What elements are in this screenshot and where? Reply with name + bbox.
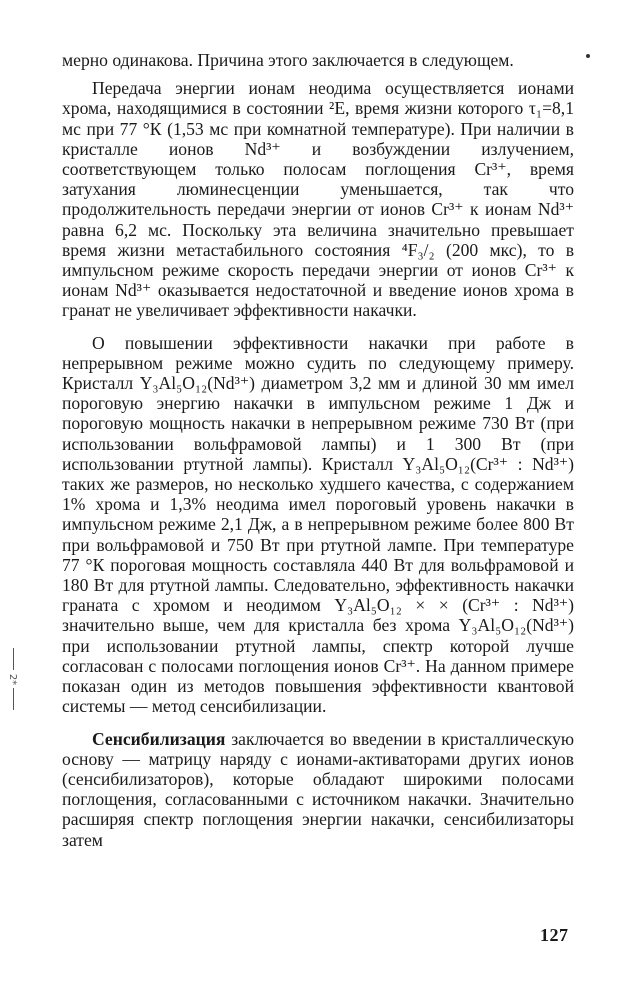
margin-mark-bar-bottom xyxy=(13,688,14,710)
paragraph-1: мерно одинакова. Причина этого заключается в следующем. xyxy=(62,50,514,70)
margin-signature-mark xyxy=(6,648,20,710)
page-text-body xyxy=(62,50,574,850)
margin-mark-text: 2* xyxy=(7,673,19,685)
margin-dot xyxy=(586,54,590,58)
term-sensibilization: Сенсибилизация xyxy=(92,728,226,749)
margin-mark-bar-top xyxy=(13,648,14,670)
paragraph-4-text: заключается во введении в кристаллическую основу — матрицу наряду с ионами-активаторами других ионов (сенсибилизаторов), которые обладают широкими полосами поглощения, согласованными с источником накачки. Значительно расширяя спектр поглощения энергии накачки, сенсибилизаторы затем xyxy=(62,728,574,850)
paragraph-3: О повышении эффективности накачки при работе в непрерывном режиме можно судить по следующему примеру. Кристалл Y₃Al₅O₁₂(Nd³⁺) диаметром 3,2 мм и длиной 30 мм имел пороговую энергию накачки в импульсном режиме 1 Дж и пороговую мощность накачки в непрерывном режиме 730 Вт (при использовании вольфрамовой лампы) и 1 300 Вт (при использовании ртутной лампы). Кристалл Y₃Al₅O₁₂(Cr³⁺ : Nd³⁺) таких же размеров, но несколько худшего качества, с содержанием 1% хрома и 1,3% неодима имел пороговый уровень накачки в импульсном режиме 2,1 Дж, а в непрерывном режиме более 800 Вт при вольфрамовой и 750 Вт при ртутной лампе. При температуре 77 °К пороговая мощность составляла 440 Вт для вольфрамовой и 180 Вт для ртутной лампы. Следовательно, эффективность накачки граната с хромом и неодимом Y₃Al₅O₁₂ × × (Cr³⁺ : Nd³⁺) значительно выше, чем для кристалла без хрома Y₃Al₅O₁₂(Nd³⁺) при использовании ртутной лампы, спектр которой лучше согласован с полосами поглощения ионов Cr³⁺. На данном примере показан один из методов повышения эффективности квантовой системы — метод сенсибилизации. xyxy=(62,332,574,717)
paragraph-2: Передача энергии ионам неодима осуществляется ионами хрома, находящимися в состоянии ²E, время жизни которого τ₁=8,1 мс при 77 °К (1,53 мс при комнатной температуре). При наличии в кристалле ионов Nd³⁺ и возбуждении излучением, соответствующем только полосам поглощения Cr³⁺, время затухания люминесценции уменьшается, так что продолжительность передачи энергии от ионов Cr³⁺ к ионам Nd³⁺ равна 6,2 мс. Поскольку эта величина значительно превышает время жизни метастабильного состояния ⁴F₃/₂ (200 мкс), то в импульсном режиме скорость передачи энергии от ионов Cr³⁺ к ионам Nd³⁺ оказывается недостаточной и введение ионов хрома в гранат не увеличивает эффективности накачки. xyxy=(62,78,574,321)
page-number: 127 xyxy=(540,925,569,945)
paragraph-4 xyxy=(62,729,574,850)
